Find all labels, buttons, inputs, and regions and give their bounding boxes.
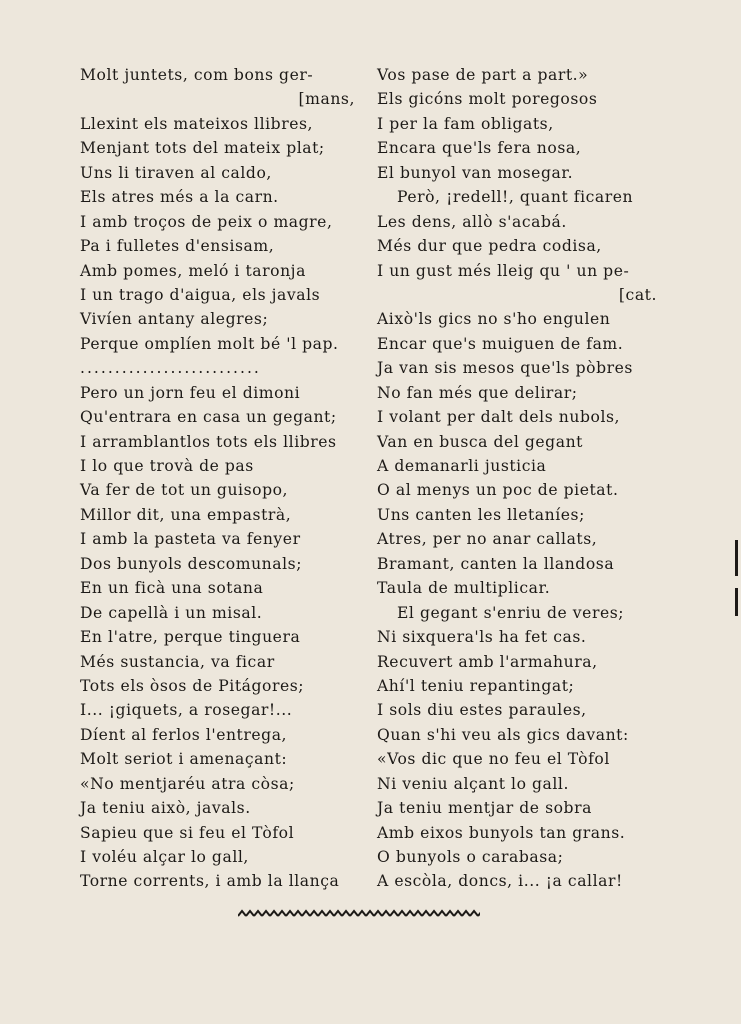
verse-line: Millor dit, una empastrà, (80, 505, 292, 524)
verse-line: I per la fam obligats, (377, 114, 554, 133)
page-edge-mark (735, 540, 738, 576)
verse-line: Perque omplíen molt bé 'l pap. (80, 334, 339, 353)
verse-line: «No mentjaréu atra còsa; (80, 774, 295, 793)
verse-line: Els atres més a la carn. (80, 188, 279, 207)
verse-line: Molt seriot i amenaçant: (80, 750, 288, 769)
verse-line: Uns canten les lletaníes; (377, 505, 585, 524)
verse-line: I amb troços de peix o magre, (80, 212, 333, 231)
verse-line: Vos pase de part a part.» (377, 66, 589, 84)
verse-line: I volant per dalt dels nubols, (377, 408, 621, 427)
verse-line: O bunyols o carabasa; (377, 848, 564, 866)
verse-line: Però, ¡redell!, quant ficaren (397, 188, 634, 207)
verse-line: En l'atre, perque tinguera (80, 628, 301, 647)
verse-line: A escòla, doncs, i... ¡a callar! (377, 872, 623, 891)
verse-line: Qu'entrara en casa un gegant; (80, 408, 337, 427)
verse-line: I un trago d'aigua, els javals (80, 285, 321, 304)
verse-line: I amb la pasteta va fenyer (80, 530, 301, 549)
verse-line: Sapieu que si feu el Tòfol (80, 823, 295, 842)
verse-line: Els gicóns molt poregosos (377, 90, 598, 109)
verse-line: Ni veniu alçant lo gall. (377, 774, 569, 793)
verse-line: Quan s'hi veu als gics davant: (377, 725, 629, 744)
verse-line: En un ficà una sotana (80, 579, 264, 598)
left-column (80, 63, 355, 894)
verse-line: Vivíen antany alegres; (80, 310, 269, 329)
verse-line: Això'ls gics no s'ho engulen (377, 310, 611, 329)
verse-line: Les dens, allò s'acabá. (377, 212, 567, 231)
verse-line: Uns li tiraven al caldo, (80, 163, 272, 182)
verse-line: Menjant tots del mateix plat; (80, 139, 325, 158)
verse-line-continuation: [cat. (618, 285, 657, 304)
verse-line: El gegant s'enriu de veres; (397, 603, 625, 622)
verse-line: I lo que trovà de pas (80, 457, 254, 475)
verse-line: Tots els òsos de Pitágores; (80, 676, 305, 695)
verse-line: El bunyol van mosegar. (377, 163, 574, 182)
verse-line: Recuvert amb l'armahura, (377, 652, 598, 671)
verse-line: Atres, per no anar callats, (377, 530, 598, 549)
verse-line: Encara que'ls fera nosa, (377, 139, 582, 158)
verse-line: Va fer de tot un guisopo, (80, 481, 289, 500)
page-edge-mark (735, 588, 738, 616)
verse-line: A demanarli justicia (377, 457, 547, 475)
verse-line: Llexint els mateixos llibres, (80, 114, 314, 133)
verse-line: Díent al ferlos l'entrega, (80, 725, 288, 744)
verse-line: Encar que's muiguen de fam. (377, 334, 624, 353)
verse-line: I arramblantlos tots els llibres (80, 432, 337, 451)
verse-line: Ja teniu això, javals. (80, 799, 251, 818)
verse-line: Pa i fulletes d'ensisam, (80, 237, 275, 256)
verse-line: Taula de multiplicar. (377, 579, 551, 598)
verse-line-continuation: [mans, (298, 90, 355, 109)
verse-line: Ni sixquera'ls ha fet cas. (377, 628, 587, 647)
verse-line: Torne corrents, i amb la llança (80, 872, 340, 891)
verse-line: Ahí'l teniu repantingat; (377, 676, 575, 695)
verse-line: Dos bunyols descomunals; (80, 554, 303, 573)
ellipsis-separator: .......................... (80, 359, 261, 378)
right-column (377, 63, 657, 894)
decorative-border-ornament (238, 909, 480, 919)
verse-line: Molt juntets, com bons ger- (80, 66, 314, 84)
verse-line: Bramant, canten la llandosa (377, 554, 615, 573)
verse-line: De capellà i un misal. (80, 603, 263, 622)
verse-line: Ja teniu mentjar de sobra (377, 799, 592, 818)
verse-line: «Vos dic que no feu el Tòfol (377, 750, 610, 769)
verse-line: Pero un jorn feu el dimoni (80, 383, 301, 402)
verse-line: I... ¡giquets, a rosegar!... (80, 701, 293, 720)
verse-line: Més sustancia, va ficar (80, 652, 275, 671)
verse-line: Més dur que pedra codisa, (377, 237, 602, 256)
verse-line: Ja van sis mesos que'ls pòbres (377, 359, 633, 378)
verse-line: I voléu alçar lo gall, (80, 848, 249, 866)
verse-line: I un gust més lleig qu ' un pe- (377, 261, 630, 280)
verse-line: No fan més que delirar; (377, 383, 578, 402)
verse-line: I sols diu estes paraules, (377, 701, 587, 720)
verse-line: Van en busca del gegant (377, 432, 583, 451)
verse-line: O al menys un poc de pietat. (377, 481, 619, 500)
verse-line: Amb eixos bunyols tan grans. (377, 823, 626, 842)
verse-line: Amb pomes, meló i taronja (80, 261, 306, 280)
